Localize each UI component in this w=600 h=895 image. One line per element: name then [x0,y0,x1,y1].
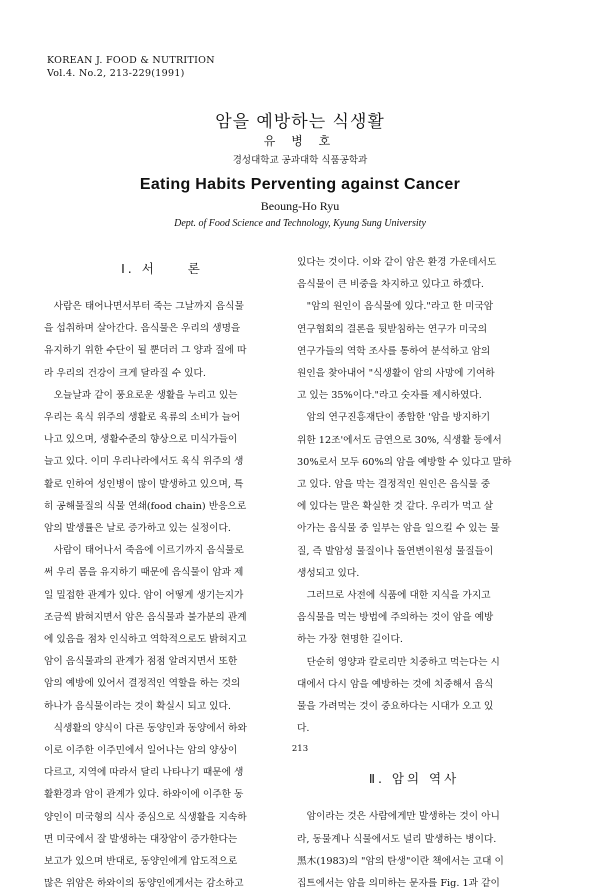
text-line: 써 우리 몸을 유지하기 때문에 음식물이 암과 제 [44,567,244,579]
text-line: 암이 음식물과의 관계가 점점 알려지면서 또한 [44,656,238,668]
text-line: 고 있다. 암을 막는 결정적인 원인은 음식물 중 [297,479,491,491]
text-line: 아가는 음식물 중 일부는 암을 일으킬 수 있는 물 [297,523,500,535]
paragraph [297,252,531,296]
text-line: 생성되고 있다. [297,567,360,579]
right-column [297,252,531,895]
text-line: 黑木(1983)의 "암의 탄생"이란 책에서는 고대 이 [297,855,504,867]
text-line: 에 있다는 말은 확실한 것 같다. 우리가 먹고 살 [297,501,494,513]
section-heading-introduction: Ⅰ. 서 론 [121,261,203,276]
text-line: 조금씩 밝혀지면서 암은 음식물과 불가분의 관계 [44,611,247,623]
paragraph [44,296,280,385]
text-line: 늘고 있다. 이미 우리나라에서도 육식 위주의 생 [44,456,244,468]
text-line: 오늘날과 같이 풍요로운 생활을 누리고 있는 [44,389,238,401]
paragraph [297,806,531,895]
text-line: 질, 즉 발암성 물질이나 돌연변이원성 물질들이 [297,545,494,557]
text-line: 단순히 영양과 칼로리만 치중하고 먹는다는 시 [297,656,500,668]
text-line: 30%로서 모두 60%의 암을 예방할 수 있다고 말하 [297,456,512,468]
text-line: 암의 발생률은 날로 증가하고 있는 실정이다. [44,523,231,535]
text-line: 우리는 육식 위주의 생활로 육류의 소비가 늘어 [44,412,241,424]
text-line: 집트에서는 암을 의미하는 문자를 Fig. 1과 같이 [297,878,500,890]
text-line: 활로 인하여 성인병이 많이 발생하고 있으며, 특 [44,478,244,490]
paragraph [44,540,280,718]
text-line: 다르고, 지역에 따라서 달리 나타나기 때문에 생 [44,767,244,779]
english-affiliation: Dept. of Food Science and Technology, Kyung Sung University [174,218,426,229]
journal-citation [47,54,215,80]
paragraph [297,296,531,407]
text-line: 암이라는 것은 사람에게만 발생하는 것이 아니 [297,811,500,823]
section-heading-history: Ⅱ. 암의 역사 [368,771,460,787]
korean-author: 유 병 호 [263,134,337,148]
text-line: 연구가들의 역학 조사를 통하여 분석하고 암의 [297,345,491,357]
text-line: 식생활의 양식이 다른 동양인과 동양에서 하와 [44,722,247,734]
text-line: 고 있는 35%이다."라고 숫자를 제시하였다. [297,390,482,402]
text-line: 많은 위암은 하와이의 동양인에게서는 감소하고 [44,878,244,890]
paragraph [44,385,280,540]
korean-title: 암을 예방하는 식생활 [215,112,385,132]
text-line: 나고 있으며, 생활수준의 향상으로 미식가들이 [44,434,238,446]
english-title: Eating Habits Perventing against Cancer [139,176,461,193]
text-line: 면 미국에서 잘 발생하는 대장암이 증가한다는 [44,833,238,845]
text-line: 을 섭취하며 살아간다. 음식물은 우리의 생명을 [44,323,241,335]
text-line: 암의 예방에 있어서 결정적인 역할을 하는 것의 [44,678,241,690]
text-line: 있다는 것이다. 이와 같이 암은 환경 가운데서도 [297,257,497,268]
text-line: 유지하기 위한 수단이 될 뿐더러 그 양과 질에 따 [44,345,247,357]
text-line: 원인을 찾아내어 "식생활이 암의 사망에 기여하 [297,368,495,380]
text-line: 일 밀접한 관계가 있다. 암이 어떻게 생기는지가 [44,589,244,601]
text-line: 하는 가장 현명한 길이다. [297,634,403,646]
text-line: 라 우리의 건강이 크게 달라질 수 있다. [44,367,206,379]
text-line: 라, 동물계나 식물에서도 널리 발생하는 병이다. [297,833,497,845]
english-author: Beoung-Ho Ryu [260,199,340,213]
text-line: 에 있음을 점차 인식하고 역학적으로도 밝혀지고 [44,634,247,646]
text-line: 암의 연구진흥재단이 종합한 '암을 방지하기 [297,412,491,424]
journal-volume: Vol.4. No.2, 213-229(1991) [47,68,185,79]
text-line: 활환경과 암이 관계가 있다. 하와이에 이주한 동 [44,789,244,801]
text-line: 위한 12조'에서도 금연으로 30%, 식생활 등에서 [297,434,502,446]
page-number: 213 [291,744,309,754]
journal-name: KOREAN J. FOOD & NUTRITION [47,55,215,66]
text-line: 히 공해물질의 식물 연쇄(food chain) 반응으로 [44,500,247,512]
text-line: 사람은 태어나면서부터 죽는 그날까지 음식물 [44,301,244,312]
text-line: "암의 원인이 음식물에 있다."라고 한 미국암 [297,301,494,313]
text-line: 그러므로 사전에 식품에 대한 지식을 가지고 [297,590,491,602]
text-line: 물을 가려먹는 것이 중요하다는 시대가 오고 있 [297,701,494,713]
left-column [44,252,280,895]
text-line: 연구협회의 결론을 뒷받침하는 연구가 미국의 [297,323,488,335]
text-line: 대에서 다시 암을 예방하는 것에 치중해서 음식 [297,678,494,690]
paragraph [297,585,531,652]
paragraph [297,652,531,741]
text-line: 보고가 있으며 반대로, 동양인에게 압도적으로 [44,856,238,868]
text-line: 이로 이주한 이주민에서 일어나는 암의 양상이 [44,745,238,757]
text-line: 다. [297,723,310,735]
paragraph [297,407,531,585]
text-line: 양인이 미국형의 식사 중심으로 식생활을 지속하 [44,811,247,823]
korean-affiliation: 경성대학교 공과대학 식품공학과 [232,155,368,166]
text-line: 음식물이 큰 비중을 차지하고 있다고 하겠다. [297,279,484,291]
text-line: 하나가 음식물이라는 것이 확실시 되고 있다. [44,700,231,712]
text-line: 음식물을 먹는 방법에 주의하는 것이 암을 예방 [297,612,494,624]
text-line: 사람이 태어나서 죽음에 이르기까지 음식물로 [44,545,244,557]
